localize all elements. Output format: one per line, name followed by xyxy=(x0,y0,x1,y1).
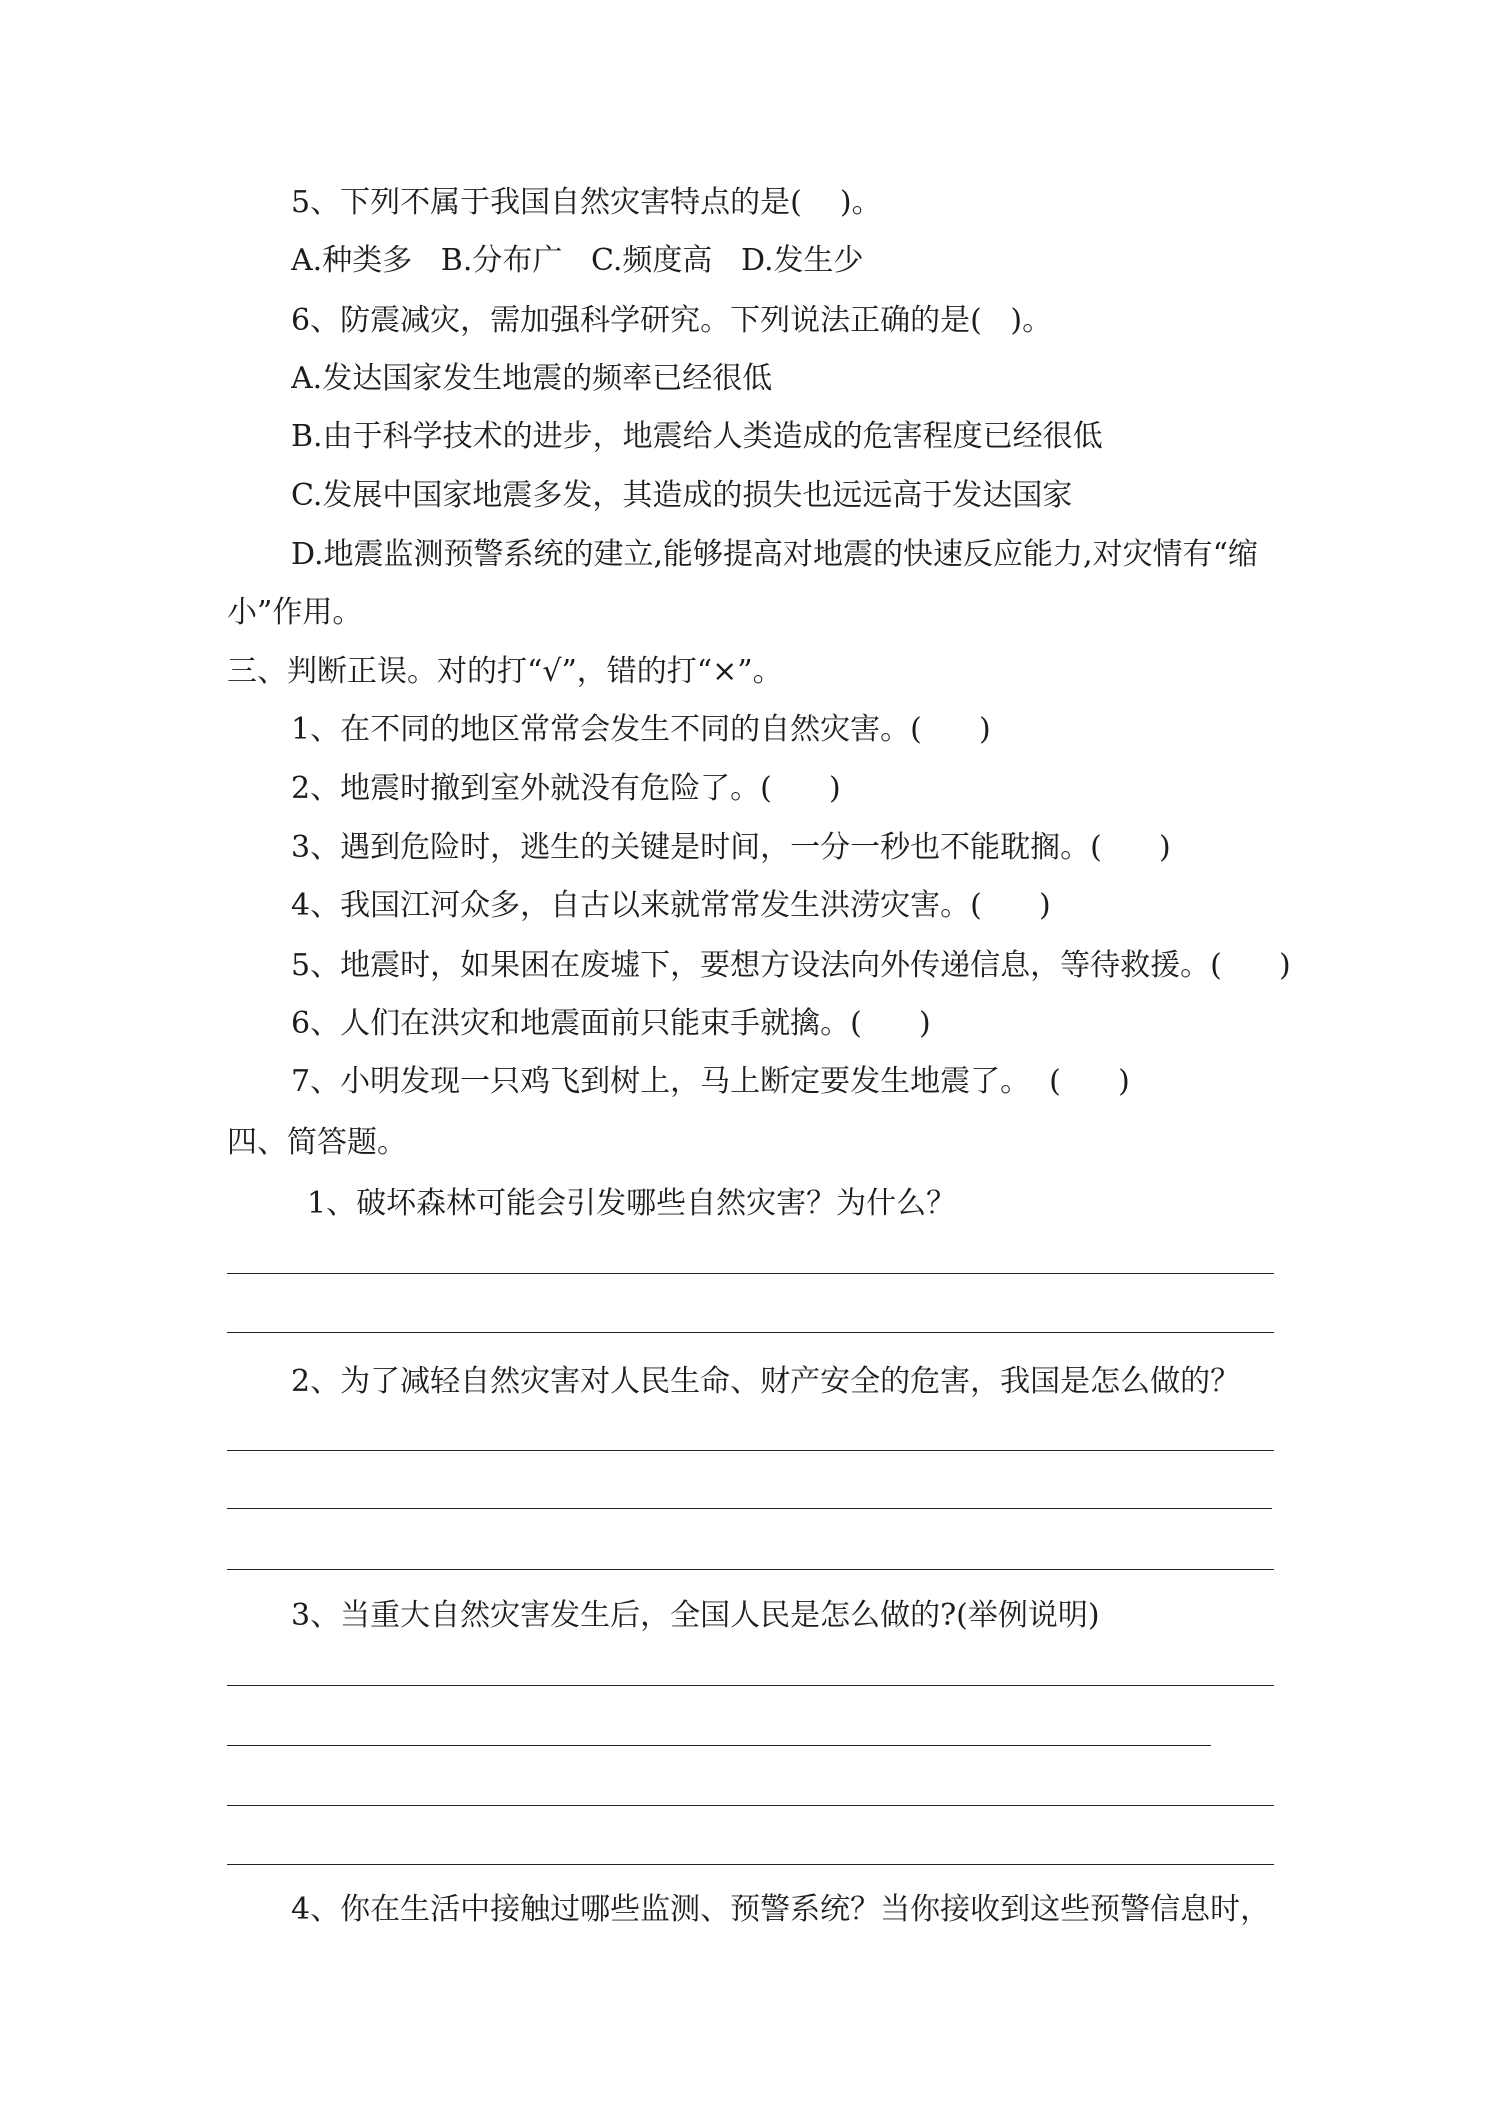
answer-line xyxy=(227,1569,1274,1570)
judgment-item-1: 1、在不同的地区常常会发生不同的自然灾害。( ) xyxy=(291,712,991,747)
judgment-item-3: 3、遇到危险时，逃生的关键是时间，一分一秒也不能耽搁。( ) xyxy=(291,830,1171,865)
short-answer-q2: 2、为了减轻自然灾害对人民生命、财产安全的危害，我国是怎么做的？ xyxy=(291,1364,1241,1399)
answer-line xyxy=(227,1864,1274,1865)
section4-heading: 四、简答题。 xyxy=(227,1125,407,1160)
judgment-item-5: 5、地震时，如果困在废墟下，要想方设法向外传递信息，等待救援。( ) xyxy=(291,948,1291,983)
judgment-item-7: 7、小明发现一只鸡飞到树上，马上断定要发生地震了。 ( ) xyxy=(291,1064,1130,1099)
q6-option-a: A.发达国家发生地震的频率已经很低 xyxy=(291,361,773,396)
short-answer-q3: 3、当重大自然灾害发生后，全国人民是怎么做的?(举例说明) xyxy=(291,1598,1100,1633)
q6-stem: 6、防震减灾，需加强科学研究。下列说法正确的是( )。 xyxy=(291,303,1053,338)
answer-line xyxy=(227,1508,1272,1509)
short-answer-q4: 4、你在生活中接触过哪些监测、预警系统？当你接收到这些预警信息时， xyxy=(291,1892,1271,1927)
judgment-item-6: 6、人们在洪灾和地震面前只能束手就擒。( ) xyxy=(291,1006,931,1041)
answer-line xyxy=(227,1805,1274,1806)
q6-option-c: C.发展中国家地震多发，其造成的损失也远远高于发达国家 xyxy=(291,478,1073,513)
q6-option-d: D.地震监测预警系统的建立,能够提高对地震的快速反应能力,对灾情有“缩 xyxy=(291,537,1258,572)
q5-stem: 5、下列不属于我国自然灾害特点的是( )。 xyxy=(291,185,882,220)
short-answer-q1: 1、破坏森林可能会引发哪些自然灾害？为什么？ xyxy=(307,1186,957,1221)
answer-line xyxy=(227,1332,1274,1333)
judgment-item-4: 4、我国江河众多，自古以来就常常发生洪涝灾害。( ) xyxy=(291,888,1051,923)
q6-option-b: B.由于科学技术的进步，地震给人类造成的危害程度已经很低 xyxy=(291,419,1103,454)
answer-line xyxy=(227,1745,1211,1746)
q5-options: A.种类多 B.分布广 C.频度高 D.发生少 xyxy=(291,243,864,278)
answer-line xyxy=(227,1685,1274,1686)
q6-option-d-continuation: 小”作用。 xyxy=(227,595,363,630)
section3-heading: 三、判断正误。对的打“√”，错的打“×”。 xyxy=(227,654,783,689)
judgment-item-2: 2、地震时撤到室外就没有危险了。( ) xyxy=(291,771,841,806)
answer-line xyxy=(227,1273,1274,1274)
answer-line xyxy=(227,1450,1274,1451)
